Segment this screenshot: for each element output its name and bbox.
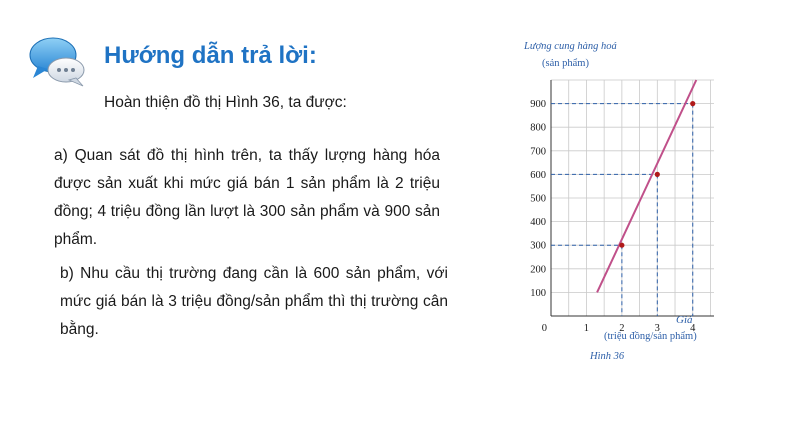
x-tick-label: 3 [654, 323, 660, 334]
y-tick-label: 900 [530, 99, 546, 111]
supply-chart [508, 36, 738, 366]
figure-caption: Hình 36 [590, 351, 625, 362]
speech-bubbles-icon [28, 34, 88, 88]
section-heading: Hướng dẫn trả lời: [104, 42, 317, 69]
answer-b: b) Nhu cầu thị trường đang cần là 600 sản phẩm, với mức giá bán là 3 triệu đồng/sản phẩm thì thị trường cân bằng. [60, 265, 448, 338]
x-axis-label: Giá [676, 314, 693, 326]
origin-label: 0 [541, 323, 547, 334]
intro-text: Hoàn thiện đồ thị Hình 36, ta được: [104, 94, 347, 111]
x-tick-label: 4 [690, 323, 696, 334]
x-tick-label: 2 [619, 323, 625, 334]
y-tick-label: 800 [530, 122, 546, 134]
y-tick-label: 400 [530, 217, 546, 229]
answer-a: a) Quan sát đồ thị hình trên, ta thấy lượng hàng hóa được sản xuất khi mức giá bán 1 sản phẩm là 2 triệu đồng; 4 triệu đồng lần lượt là 300 sản phẩm và 900 sản phẩm. [54, 147, 440, 248]
data-point [619, 243, 624, 248]
data-point [690, 101, 695, 106]
data-point [655, 172, 660, 177]
x-tick-label: 1 [583, 323, 590, 334]
y-tick-label: 600 [530, 169, 546, 181]
x-axis-unit: (triệu đồng/sản phẩm) [604, 331, 697, 342]
y-axis-unit: (sản phẩm) [542, 58, 589, 69]
y-tick-label: 100 [530, 287, 546, 299]
y-axis-label: Lượng cung hàng hoá [524, 41, 617, 52]
y-tick-label: 700 [530, 146, 546, 158]
y-tick-label: 500 [530, 193, 546, 205]
y-tick-label: 300 [530, 240, 546, 252]
y-tick-label: 200 [530, 264, 546, 276]
supply-line [597, 80, 696, 292]
